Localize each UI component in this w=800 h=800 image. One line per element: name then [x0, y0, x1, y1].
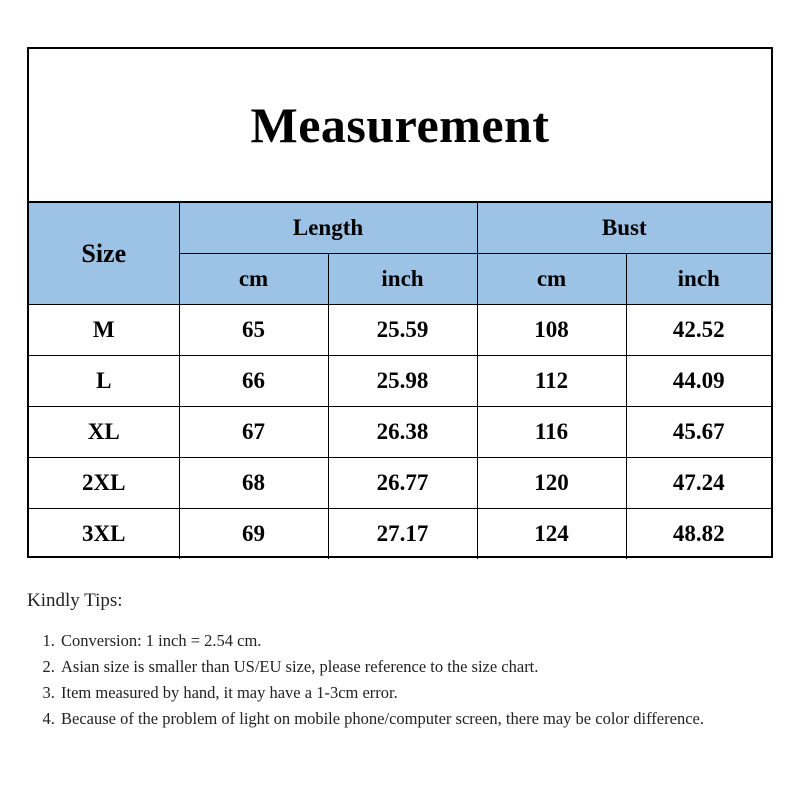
tips-title: Kindly Tips: [27, 590, 123, 611]
length-cm-cell: 67 [179, 407, 328, 458]
tips-list [27, 628, 773, 732]
unit-header-bust-cm: cm [477, 254, 626, 305]
bust-inch-cell: 42.52 [626, 305, 771, 356]
length-inch-cell: 27.17 [328, 509, 477, 560]
tip-item: 4. Because of the problem of light on mobile phone/computer screen, there may be color difference. [59, 706, 773, 732]
length-cm-cell: 69 [179, 509, 328, 560]
length-inch-cell: 26.38 [328, 407, 477, 458]
bust-cm-cell: 108 [477, 305, 626, 356]
length-cm-cell: 68 [179, 458, 328, 509]
unit-header-length-cm: cm [179, 254, 328, 305]
bust-cm-cell: 124 [477, 509, 626, 560]
table-row [29, 509, 771, 560]
bust-inch-cell: 47.24 [626, 458, 771, 509]
table-row [29, 356, 771, 407]
table-row [29, 407, 771, 458]
length-cm-cell: 65 [179, 305, 328, 356]
size-header: Size [29, 203, 179, 305]
size-cell: XL [29, 407, 179, 458]
bust-cm-cell: 116 [477, 407, 626, 458]
bust-inch-cell: 48.82 [626, 509, 771, 560]
table-row [29, 305, 771, 356]
table-row [29, 458, 771, 509]
bust-cm-cell: 112 [477, 356, 626, 407]
bust-inch-cell: 45.67 [626, 407, 771, 458]
size-cell: M [29, 305, 179, 356]
page-title: Measurement [250, 97, 550, 153]
tip-item: 3. Item measured by hand, it may have a 1-3cm error. [59, 680, 773, 706]
bust-cm-cell: 120 [477, 458, 626, 509]
header-row-groups [29, 203, 771, 254]
bust-header: Bust [477, 203, 771, 254]
size-cell: 2XL [29, 458, 179, 509]
unit-header-bust-inch: inch [626, 254, 771, 305]
measurement-table [29, 203, 771, 559]
tip-item: 1. Conversion: 1 inch = 2.54 cm. [59, 628, 773, 654]
length-cm-cell: 66 [179, 356, 328, 407]
unit-header-length-inch: inch [328, 254, 477, 305]
bust-inch-cell: 44.09 [626, 356, 771, 407]
length-header: Length [179, 203, 477, 254]
size-cell: 3XL [29, 509, 179, 560]
length-inch-cell: 26.77 [328, 458, 477, 509]
tip-item: 2. Asian size is smaller than US/EU size, please reference to the size chart. [59, 654, 773, 680]
title-box [29, 49, 771, 203]
length-inch-cell: 25.59 [328, 305, 477, 356]
kindly-tips [27, 590, 773, 732]
size-cell: L [29, 356, 179, 407]
size-chart [27, 47, 773, 558]
length-inch-cell: 25.98 [328, 356, 477, 407]
